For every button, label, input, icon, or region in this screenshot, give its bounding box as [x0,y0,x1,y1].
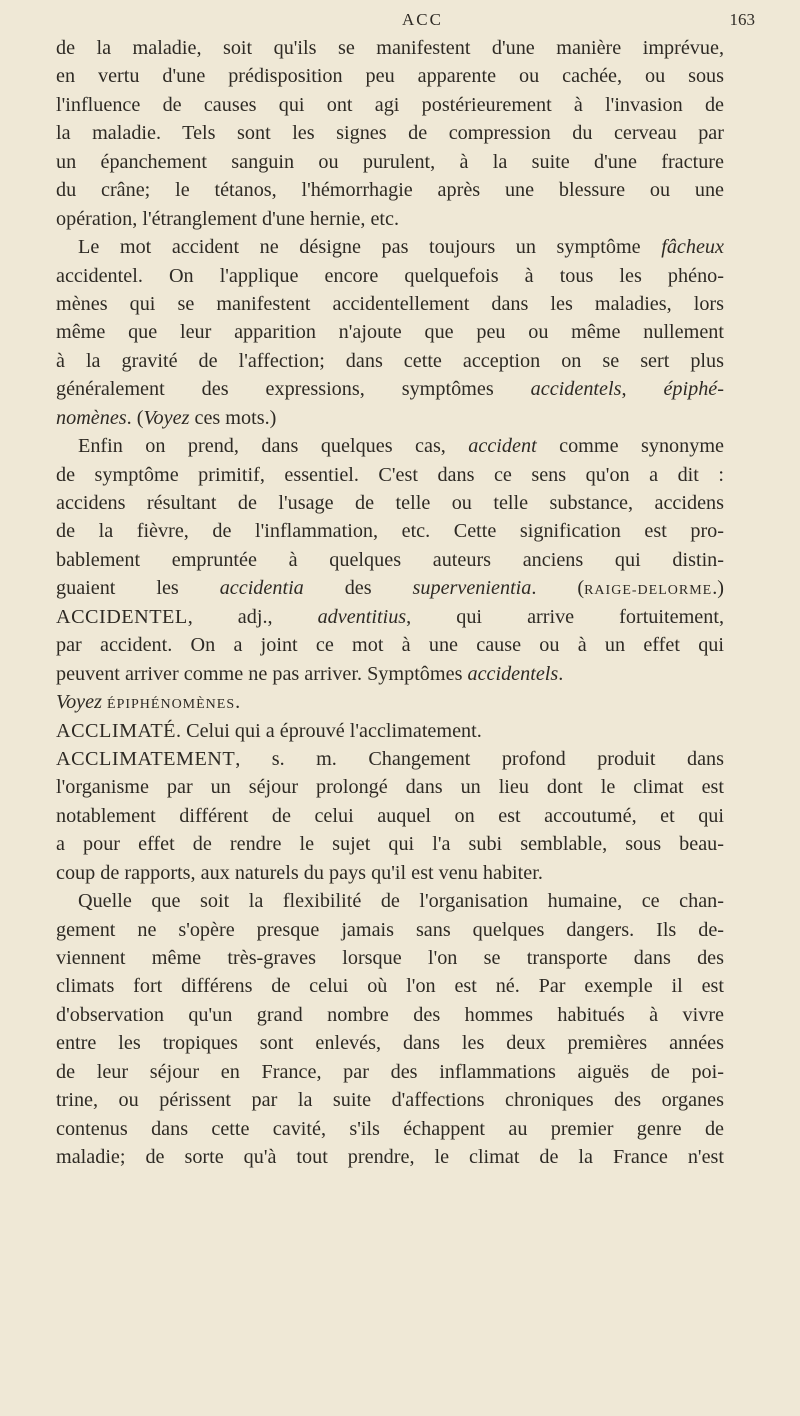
text-segment: mènes qui se manifestent accidentellement dans les maladies, lors [56,292,724,315]
text-segment: entre les tropiques sont enlevés, dans les deux premières années [56,1032,724,1055]
text-segment: , s. m. Changement profond produit dans [235,747,724,770]
text-line [56,34,724,62]
text-segment: , qui arrive fortuitement, [406,605,724,628]
text-segment: bablement empruntée à quelques auteurs anciens qui distin- [56,548,724,571]
text-line [56,461,724,489]
text-segment: contenus dans cette cavité, s'ils échappent au premier genre de [56,1117,724,1140]
text-segment: un épanchement sanguin ou purulent, à la suite d'une fracture [56,150,724,173]
text-segment: trine, ou périssent par la suite d'affections chroniques des organes [56,1089,724,1112]
text-segment: à la gravité de l'affection; dans cette acception on se sert plus [56,349,724,372]
text-segment: . [558,662,564,685]
text-segment: épiphé- [663,378,724,401]
text-segment: accidentels [530,378,622,401]
text-line [56,91,724,119]
running-head-title: ACC [402,10,443,29]
text-line [56,1143,724,1171]
text-line [56,802,724,830]
text-line [56,1029,724,1057]
text-segment: adventitius [317,605,407,628]
text-segment: peuvent arriver comme ne pas arriver. Symptômes [56,662,468,685]
text-line [56,233,724,261]
text-segment: notablement différent de celui auquel on est accoutumé, et qui [56,804,724,827]
text-segment: généralement des expressions, symptômes [56,378,531,401]
text-segment: l'organisme par un séjour prolongé dans un lieu dont le climat est [56,776,724,799]
text-line [56,262,724,290]
text-line [56,148,724,176]
text-line [56,688,724,716]
text-segment: . ( [126,406,144,429]
text-segment: en vertu d'une prédisposition peu apparente ou cachée, ou sous [56,65,724,88]
text-segment: supervenientia [412,577,532,600]
text-segment: du crâne; le tétanos, l'hémorrhagie après une blessure ou une [56,179,724,202]
text-line [56,489,724,517]
text-line [56,1001,724,1029]
text-line [56,432,724,460]
text-line [56,119,724,147]
text-segment: guaient les [56,577,220,600]
text-line [56,1086,724,1114]
text-segment: comme synonyme [536,435,724,458]
text-line [56,944,724,972]
text-segment: accidens résultant de l'usage de telle ou telle substance, accidens [56,492,724,514]
text-segment: même que leur apparition n'ajoute que peu ou même nullement [56,321,724,344]
text-line [56,887,724,915]
text-segment: accidentia [219,577,304,600]
text-line [56,773,724,801]
text-body [56,34,724,1172]
text-segment: , adj., [187,605,318,628]
text-segment: ACCLIMATEMENT [56,747,236,770]
text-segment: viennent même très-graves lorsque l'on se transporte dans des [56,947,724,969]
text-line [56,205,724,233]
text-line [56,347,724,375]
text-segment: d'observation qu'un grand nombre des hommes habitués à vivre [56,1003,724,1026]
text-segment: la maladie. Tels sont les signes de compression du cerveau par [56,122,724,145]
text-line [56,574,724,602]
text-segment: ACCIDENTEL [56,605,188,628]
text-segment: a pour effet de rendre le sujet qui l'a subi semblable, sous beau- [56,833,724,856]
text-line [56,916,724,944]
text-line [56,62,724,90]
text-segment: de leur séjour en France, par des inflammations aiguës de poi- [56,1060,724,1083]
text-segment: de la fièvre, de l'inflammation, etc. Cette signification est pro- [56,520,724,543]
text-segment: . Celui qui a éprouvé l'acclimatement. [176,719,482,742]
text-line [56,290,724,318]
text-line [56,1058,724,1086]
text-segment: de la maladie, soit qu'ils se manifestent d'une manière imprévue, [56,37,724,59]
text-line [56,859,724,887]
text-segment: Enfin on prend, dans quelques cas, [78,435,469,458]
text-segment: ÉPIPHÉNOMÈNES [107,697,236,713]
text-segment: maladie; de sorte qu'à tout prendre, le climat de la France n'est [56,1146,724,1169]
text-segment: accidentel. On l'applique encore quelquefois à tous les phéno- [56,264,724,287]
text-segment: ces mots.) [189,406,277,429]
text-segment: climats fort différens de celui où l'on est né. Par exemple il est [56,975,724,998]
text-segment: des [303,577,413,600]
text-line [56,660,724,688]
text-line [56,318,724,346]
text-segment: l'influence de causes qui ont agi postérieurement à l'invasion de [56,93,724,116]
text-segment: gement ne s'opère presque jamais sans quelques dangers. Ils de- [56,918,724,941]
text-line [56,631,724,659]
text-line [56,546,724,574]
text-segment: accident [468,435,537,458]
text-segment: coup de rapports, aux naturels du pays qu'il est venu habiter. [56,861,543,884]
text-line [56,375,724,403]
text-segment: accidentels [467,662,559,685]
text-line [56,717,724,745]
text-line [56,603,724,631]
text-segment: Quelle que soit la flexibilité de l'organisation humaine, ce chan- [78,890,724,913]
text-segment: nomènes [56,406,127,429]
text-segment: fâcheux [661,236,724,259]
text-line [56,830,724,858]
text-segment: de symptôme primitif, essentiel. C'est dans ce sens qu'on a dit : [56,463,724,486]
text-line [56,517,724,545]
text-segment: , [621,378,664,401]
text-segment: .) [712,577,724,600]
text-segment: Le mot accident ne désigne pas toujours un symptôme [78,236,662,259]
text-line [56,745,724,773]
text-segment: RAIGE-DELORME [584,583,713,599]
text-segment: par accident. On a joint ce mot à une cause ou à un effet qui [56,634,724,657]
text-line [56,1115,724,1143]
text-segment: Voyez [143,406,190,429]
text-segment: opération, l'étranglement d'une hernie, etc. [56,207,400,230]
text-line [56,972,724,1000]
text-line [56,404,724,432]
text-line [56,176,724,204]
text-segment: ACCLIMATÉ [56,719,177,742]
text-segment: Voyez [56,691,102,714]
text-segment: . [235,691,241,714]
page-number: 163 [729,10,755,29]
text-segment: . ( [531,577,585,600]
